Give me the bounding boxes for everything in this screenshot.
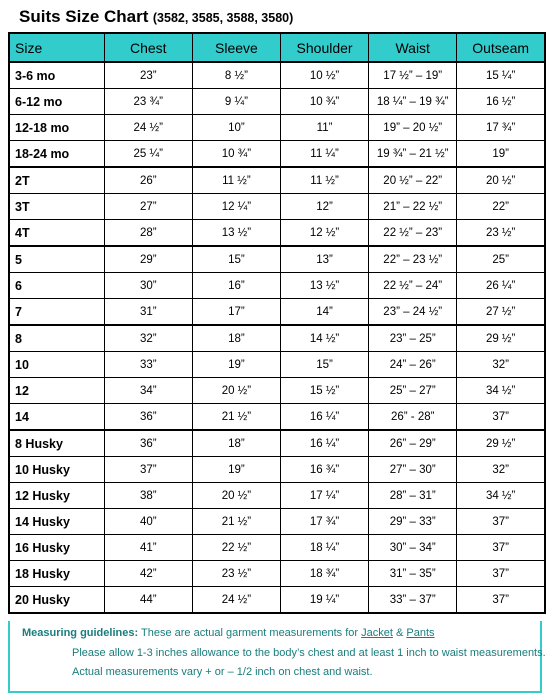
shoulder-cell: 18 ¾” bbox=[280, 561, 368, 587]
outseam-cell: 32” bbox=[457, 457, 545, 483]
shoulder-cell: 15 ½” bbox=[280, 378, 368, 404]
table-row bbox=[9, 352, 545, 378]
sleeve-cell: 24 ½” bbox=[192, 587, 280, 614]
waist-cell: 26” – 29” bbox=[369, 430, 457, 457]
chest-cell: 24 ½” bbox=[104, 115, 192, 141]
chest-cell: 30” bbox=[104, 273, 192, 299]
guidelines-line-3: Actual measurements vary + or – 1/2 inch on chest and waist. bbox=[72, 666, 373, 678]
table-row bbox=[9, 378, 545, 404]
sleeve-cell: 16” bbox=[192, 273, 280, 299]
sleeve-cell: 22 ½” bbox=[192, 535, 280, 561]
size-cell: 16 Husky bbox=[9, 535, 104, 561]
size-cell: 14 bbox=[9, 404, 104, 431]
guidelines-line-1 bbox=[22, 627, 435, 639]
header-shoulder: Shoulder bbox=[280, 33, 368, 62]
sleeve-cell: 8 ½” bbox=[192, 62, 280, 89]
chest-cell: 27” bbox=[104, 194, 192, 220]
shoulder-cell: 16 ¾” bbox=[280, 457, 368, 483]
outseam-cell: 32” bbox=[457, 352, 545, 378]
outseam-cell: 22” bbox=[457, 194, 545, 220]
chest-cell: 32” bbox=[104, 325, 192, 352]
table-row bbox=[9, 141, 545, 168]
table-row bbox=[9, 483, 545, 509]
waist-cell: 28” – 31” bbox=[369, 483, 457, 509]
outseam-cell: 25” bbox=[457, 246, 545, 273]
outseam-cell: 26 ¼” bbox=[457, 273, 545, 299]
chest-cell: 23 ¾” bbox=[104, 89, 192, 115]
table-row bbox=[9, 220, 545, 247]
waist-cell: 17 ½” – 19” bbox=[369, 62, 457, 89]
table-row bbox=[9, 457, 545, 483]
waist-cell: 23” – 25” bbox=[369, 325, 457, 352]
outseam-cell: 17 ¾” bbox=[457, 115, 545, 141]
waist-cell: 30” – 34” bbox=[369, 535, 457, 561]
table-row bbox=[9, 89, 545, 115]
chart-title bbox=[19, 6, 293, 28]
size-cell: 10 bbox=[9, 352, 104, 378]
chest-cell: 26” bbox=[104, 167, 192, 194]
size-cell: 12-18 mo bbox=[9, 115, 104, 141]
table-row bbox=[9, 561, 545, 587]
sleeve-cell: 12 ¼” bbox=[192, 194, 280, 220]
chest-cell: 33” bbox=[104, 352, 192, 378]
table-row bbox=[9, 509, 545, 535]
size-cell: 8 Husky bbox=[9, 430, 104, 457]
chest-cell: 41” bbox=[104, 535, 192, 561]
waist-cell: 21” – 22 ½” bbox=[369, 194, 457, 220]
waist-cell: 22 ½” – 24” bbox=[369, 273, 457, 299]
guidelines-line-2: Please allow 1-3 inches allowance to the body’s chest and at least 1 inch to waist measurements. bbox=[72, 647, 546, 659]
waist-cell: 18 ¼” – 19 ¾” bbox=[369, 89, 457, 115]
waist-cell: 23” – 24 ½” bbox=[369, 299, 457, 326]
guidelines-label: Measuring guidelines: bbox=[22, 627, 139, 639]
waist-cell: 29” – 33” bbox=[369, 509, 457, 535]
table-row bbox=[9, 194, 545, 220]
size-cell: 3-6 mo bbox=[9, 62, 104, 89]
shoulder-cell: 10 ¾” bbox=[280, 89, 368, 115]
size-cell: 18 Husky bbox=[9, 561, 104, 587]
size-cell: 18-24 mo bbox=[9, 141, 104, 168]
shoulder-cell: 10 ½” bbox=[280, 62, 368, 89]
jacket-link[interactable]: Jacket bbox=[361, 627, 393, 639]
sleeve-cell: 23 ½” bbox=[192, 561, 280, 587]
size-cell: 7 bbox=[9, 299, 104, 326]
sleeve-cell: 10” bbox=[192, 115, 280, 141]
chart-title-main: Suits Size Chart bbox=[19, 7, 149, 26]
outseam-cell: 19” bbox=[457, 141, 545, 168]
sleeve-cell: 18” bbox=[192, 325, 280, 352]
shoulder-cell: 11” bbox=[280, 115, 368, 141]
waist-cell: 22 ½” – 23” bbox=[369, 220, 457, 247]
sleeve-cell: 21 ½” bbox=[192, 404, 280, 431]
shoulder-cell: 11 ½” bbox=[280, 167, 368, 194]
table-row bbox=[9, 404, 545, 431]
sleeve-cell: 21 ½” bbox=[192, 509, 280, 535]
header-outseam: Outseam bbox=[457, 33, 545, 62]
header-chest: Chest bbox=[104, 33, 192, 62]
size-cell: 2T bbox=[9, 167, 104, 194]
table-row bbox=[9, 115, 545, 141]
guidelines-ampersand: & bbox=[395, 627, 404, 639]
chest-cell: 29” bbox=[104, 246, 192, 273]
table-row bbox=[9, 430, 545, 457]
size-cell: 3T bbox=[9, 194, 104, 220]
sleeve-cell: 17” bbox=[192, 299, 280, 326]
chart-title-style-numbers: (3582, 3585, 3588, 3580) bbox=[152, 11, 294, 25]
shoulder-cell: 13” bbox=[280, 246, 368, 273]
outseam-cell: 16 ½” bbox=[457, 89, 545, 115]
shoulder-cell: 18 ¼” bbox=[280, 535, 368, 561]
table-row bbox=[9, 62, 545, 89]
size-cell: 12 Husky bbox=[9, 483, 104, 509]
size-cell: 8 bbox=[9, 325, 104, 352]
outseam-cell: 27 ½” bbox=[457, 299, 545, 326]
pants-link[interactable]: Pants bbox=[406, 627, 435, 639]
waist-cell: 19 ¾” – 21 ½” bbox=[369, 141, 457, 168]
chest-cell: 37” bbox=[104, 457, 192, 483]
chest-cell: 36” bbox=[104, 430, 192, 457]
shoulder-cell: 14” bbox=[280, 299, 368, 326]
outseam-cell: 15 ¼” bbox=[457, 62, 545, 89]
header-waist: Waist bbox=[369, 33, 457, 62]
chest-cell: 42” bbox=[104, 561, 192, 587]
waist-cell: 20 ½” – 22” bbox=[369, 167, 457, 194]
table-row bbox=[9, 325, 545, 352]
shoulder-cell: 12 ½” bbox=[280, 220, 368, 247]
chest-cell: 28” bbox=[104, 220, 192, 247]
table-row bbox=[9, 299, 545, 326]
shoulder-cell: 12” bbox=[280, 194, 368, 220]
outseam-cell: 20 ½” bbox=[457, 167, 545, 194]
chest-cell: 40” bbox=[104, 509, 192, 535]
outseam-cell: 34 ½” bbox=[457, 378, 545, 404]
table-row bbox=[9, 167, 545, 194]
chest-cell: 31” bbox=[104, 299, 192, 326]
size-cell: 14 Husky bbox=[9, 509, 104, 535]
waist-cell: 26” - 28” bbox=[369, 404, 457, 431]
header-row bbox=[9, 33, 545, 62]
waist-cell: 24” – 26” bbox=[369, 352, 457, 378]
sleeve-cell: 9 ¼” bbox=[192, 89, 280, 115]
header-size: Size bbox=[9, 33, 104, 62]
size-cell: 6 bbox=[9, 273, 104, 299]
size-cell: 5 bbox=[9, 246, 104, 273]
shoulder-cell: 15” bbox=[280, 352, 368, 378]
waist-cell: 31” – 35” bbox=[369, 561, 457, 587]
waist-cell: 25” – 27” bbox=[369, 378, 457, 404]
guidelines-intro: These are actual garment measurements for bbox=[141, 627, 359, 639]
chest-cell: 23” bbox=[104, 62, 192, 89]
header-sleeve: Sleeve bbox=[192, 33, 280, 62]
measuring-guidelines bbox=[8, 621, 546, 693]
outseam-cell: 37” bbox=[457, 561, 545, 587]
size-chart-body bbox=[9, 62, 545, 613]
outseam-cell: 29 ½” bbox=[457, 430, 545, 457]
shoulder-cell: 14 ½” bbox=[280, 325, 368, 352]
waist-cell: 22” – 23 ½” bbox=[369, 246, 457, 273]
table-row bbox=[9, 273, 545, 299]
size-chart-table bbox=[8, 32, 546, 614]
outseam-cell: 37” bbox=[457, 587, 545, 614]
outseam-cell: 37” bbox=[457, 535, 545, 561]
sleeve-cell: 20 ½” bbox=[192, 378, 280, 404]
size-cell: 4T bbox=[9, 220, 104, 247]
waist-cell: 19” – 20 ½” bbox=[369, 115, 457, 141]
chest-cell: 25 ¼” bbox=[104, 141, 192, 168]
outseam-cell: 29 ½” bbox=[457, 325, 545, 352]
table-row bbox=[9, 535, 545, 561]
chest-cell: 34” bbox=[104, 378, 192, 404]
size-cell: 10 Husky bbox=[9, 457, 104, 483]
sleeve-cell: 20 ½” bbox=[192, 483, 280, 509]
outseam-cell: 23 ½” bbox=[457, 220, 545, 247]
shoulder-cell: 13 ½” bbox=[280, 273, 368, 299]
chest-cell: 36” bbox=[104, 404, 192, 431]
shoulder-cell: 16 ¼” bbox=[280, 404, 368, 431]
size-cell: 12 bbox=[9, 378, 104, 404]
chest-cell: 44” bbox=[104, 587, 192, 614]
sleeve-cell: 18” bbox=[192, 430, 280, 457]
size-cell: 20 Husky bbox=[9, 587, 104, 614]
shoulder-cell: 16 ¼” bbox=[280, 430, 368, 457]
sleeve-cell: 15” bbox=[192, 246, 280, 273]
waist-cell: 27” – 30” bbox=[369, 457, 457, 483]
sleeve-cell: 13 ½” bbox=[192, 220, 280, 247]
sleeve-cell: 10 ¾” bbox=[192, 141, 280, 168]
sleeve-cell: 19” bbox=[192, 457, 280, 483]
shoulder-cell: 17 ¾” bbox=[280, 509, 368, 535]
sleeve-cell: 11 ½” bbox=[192, 167, 280, 194]
sleeve-cell: 19” bbox=[192, 352, 280, 378]
outseam-cell: 37” bbox=[457, 509, 545, 535]
shoulder-cell: 17 ¼” bbox=[280, 483, 368, 509]
waist-cell: 33” – 37” bbox=[369, 587, 457, 614]
size-cell: 6-12 mo bbox=[9, 89, 104, 115]
table-row bbox=[9, 246, 545, 273]
chest-cell: 38” bbox=[104, 483, 192, 509]
shoulder-cell: 11 ¼” bbox=[280, 141, 368, 168]
outseam-cell: 37” bbox=[457, 404, 545, 431]
table-row bbox=[9, 587, 545, 614]
shoulder-cell: 19 ¼” bbox=[280, 587, 368, 614]
outseam-cell: 34 ½” bbox=[457, 483, 545, 509]
